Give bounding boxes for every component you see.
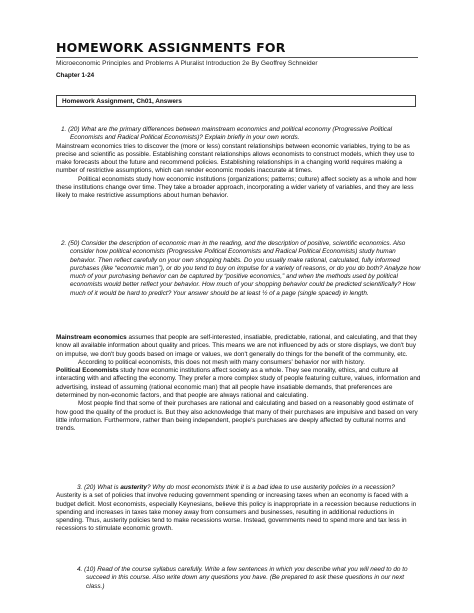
question-1-section xyxy=(56,126,421,201)
answer-1-paragraph-2: Political economists study how economic institutions (organizations; patterns; culture) affect society as a whole and how these institutions change over time. They take a broader approach, incorporating a wider variety of variables, and they are less likely to make restrictive assumptions about human behavior. xyxy=(56,175,417,200)
answer-2-most-people-paragraph: Most people find that some of their purchases are rational and calculating and based on a reasonably good estimate of how good the quality of the product is. But they also acknowledge that many of their purchases are impulsive and based on very little information. Furthermore, rather than being independent, people's purchases are deeply affected by cultural norms and trends. xyxy=(56,400,418,433)
mainstream-economics-label: Mainstream economics xyxy=(56,334,127,341)
question-4-text: 4. (10) Read of the course syllabus carefully. Write a few sentences in which you describe what you will need to do to succeed in this course. Also write down any questions you have. (Be prepared to ask these questions in our next class.) xyxy=(77,566,408,590)
question-3-prefix: 3. (20) What is xyxy=(77,484,121,491)
question-1-text: 1. (20) What are the primary differences between mainstream economics and political economy (Progressive Political Economists and Radical Political Economists)? Explain briefly in your own words. xyxy=(61,126,393,142)
question-2-text: 2. (50) Consider the description of economic man in the reading, and the description of positive, scientific economics. Also consider how political economists (Progressive Political Economists and Radical Political Economists) study human behavior. Then reflect carefully on your own shopping habits. Do you usually make rational, calculated, fully informed purchases (like “economic man”), or do you tend to buy on impulse for a variety of reasons, or do you do both? Analyze how much of your purchasing behavior can be captured by “positive economics,” and when the methods used by political economists would better reflect your behavior. How much of your shopping behavior could be predicted scientifically? How much of it would be hard to predict? Your answer should be at least ½ of a page (single spaced) in length. xyxy=(61,240,421,297)
answer-3-text: Austerity is a set of policies that involve reducing government spending or increasing taxes when an economy is faced with a budget deficit. Most economists, especially Keynesians, believe this policy is inappropriate in a recession because reductions in spending and increases in taxes take money away from consumers and businesses, resulting in additional reductions in spending. Thus, austerity policies tend to make recessions worse. Instead, governments need to spend more and tax less in recessions to stimulate economic growth. xyxy=(56,492,417,533)
answer-2-political-paragraph xyxy=(56,367,421,400)
document-title: HOMEWORK ASSIGNMENTS FOR xyxy=(56,40,286,55)
answer-2-according-paragraph: According to political economists, this does not mesh with many consumers' behavior nor with history. xyxy=(78,358,366,366)
political-economists-label: Political Economists xyxy=(56,367,119,375)
assignment-header-box: Homework Assignment, Ch01, Answers xyxy=(56,95,416,107)
question-2-section xyxy=(56,240,421,298)
answer-2-mainstream-paragraph xyxy=(56,334,421,359)
document-subtitle: Microeconomic Principles and Problems A Pluralist Introduction 2e By Geoffrey Schneider xyxy=(56,60,318,67)
title-underline xyxy=(56,57,418,58)
question-3-text xyxy=(56,484,421,492)
mainstream-economics-text: assumes that people are self-interested, insatiable, predictable, rational, and calculating, and that they know all available information about quality and prices. This means we are not influenced by ads or store displays, we don't buy on impulse, we don't buy goods based on image or values, we don't generally do things for the benefit of the community, etc. xyxy=(56,334,417,358)
chapter-label: Chapter 1-24 xyxy=(56,72,95,79)
question-3-suffix: ? Why do most economists think it is a bad idea to use austerity policies in a recession? xyxy=(146,484,395,491)
question-4-section xyxy=(56,566,421,591)
question-3-section xyxy=(56,484,421,534)
austerity-keyword: austerity xyxy=(120,484,147,491)
answer-2-section xyxy=(56,334,421,434)
answer-1-paragraph-1: Mainstream economics tries to discover the (more or less) constant relationships between economic variables, trying to be as precise and scientific as possible. Establishing constant relationships allows economists to construct models, which they use to make forecasts about the future and recommend policies. Establishing relationships in a changing world requires making a number of restrictive assumptions, which can render economic models inaccurate at times. xyxy=(56,142,415,175)
political-economists-text: study how economic institutions affect society as a whole. They see morality, ethics, and culture all interacting with and affecting the economy. They prefer a more complex study of people featuring culture, values, information and advertising, instead of assuming (rational economic man) that all people have insatiable demands, that preferences are determined by non-economic factors, and that people are always rational and calculating. xyxy=(56,367,421,400)
